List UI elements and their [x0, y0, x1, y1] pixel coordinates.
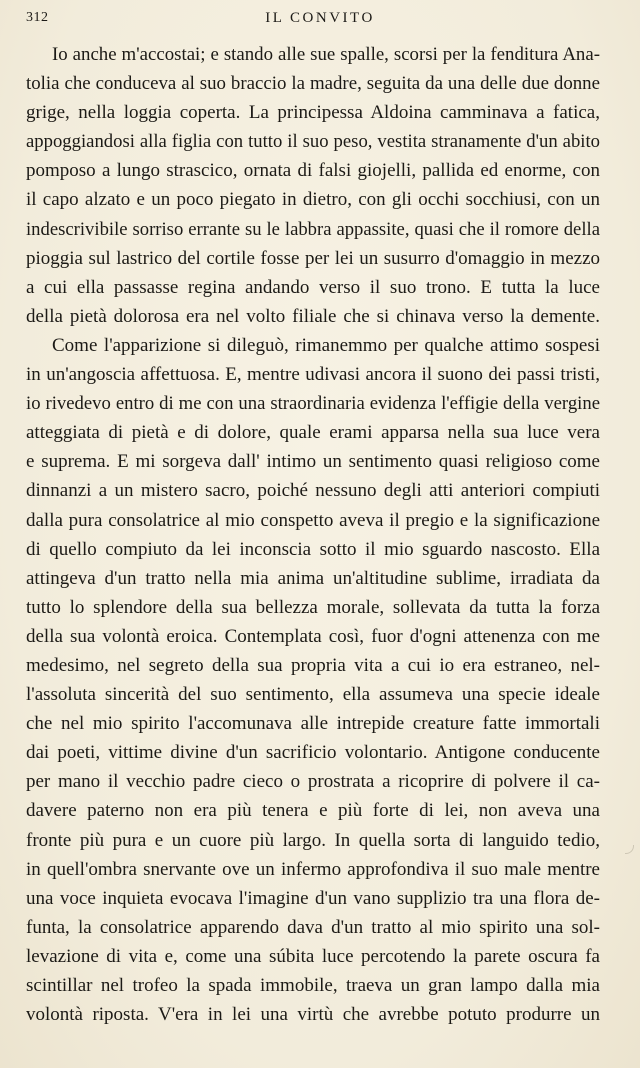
text-line: dinnanzi a un mistero sacro, poiché nessuno degli atti anteriori compiuti [26, 480, 600, 502]
text-line: funta, la consolatrice apparendo dava d'un tratto al mio spirito una sol- [26, 916, 600, 938]
running-head [26, 10, 614, 32]
text-line: per mano il vecchio padre cieco o prostrata a ricoprire di polvere il ca- [26, 771, 600, 793]
running-title: IL CONVITO [265, 10, 375, 26]
text-line: indescrivibile sorriso errante su le labbra appassite, quasi che il romore della [26, 218, 600, 240]
text-line: di quello compiuto da lei inconscia sotto il mio sguardo nascosto. Ella [26, 538, 600, 560]
text-line: atteggiata di pietà e di dolore, quale erami apparsa nella sua luce vera [26, 422, 600, 444]
text-line: a cui ella passasse regina andando verso il suo trono. E tutta la luce [26, 276, 600, 298]
text-line: il capo alzato e un poco piegato in dietro, con gli occhi socchiusi, con un [26, 189, 600, 211]
paragraph [26, 40, 600, 331]
body-text [26, 40, 600, 1029]
text-line: pioggia sul lastrico del cortile fosse per lei un susurro d'omaggio in mezzo [26, 247, 600, 269]
text-line: appoggiandosi alla figlia con tutto il suo peso, vestita stranamente d'un abito [26, 131, 600, 153]
text-line: Io anche m'accostai; e stando alle sue spalle, scorsi per la fenditura Ana- [52, 44, 600, 65]
text-line: in quell'ombra snervante ove un infermo approfondiva il suo male mentre [26, 858, 600, 880]
paragraph [26, 331, 600, 1029]
text-line: medesimo, nel segreto della sua propria vita a cui io era estraneo, nel- [26, 654, 600, 676]
text-line: che nel mio spirito l'accomunava alle intrepide creature fatte immortali [26, 713, 600, 735]
text-line: Come l'apparizione si dileguò, rimanemmo per qualche attimo sospesi [52, 334, 600, 356]
text-line: attingeva d'un tratto nella mia anima un'altitudine sublime, irradiata da [26, 567, 600, 589]
page-number: 312 [26, 10, 49, 25]
text-line: grige, nella loggia coperta. La principessa Aldoina camminava a fatica, [26, 102, 600, 124]
text-line: dalla pura consolatrice al mio conspetto aveva il pregio e la significazione [26, 509, 600, 531]
text-line: tolia che conduceva al suo braccio la madre, seguita da una delle due donne [26, 73, 600, 95]
margin-mark [625, 845, 634, 854]
text-line: scintillar nel trofeo la spada immobile, traeva un gran lampo dalla mia [26, 975, 600, 996]
text-line: della pietà dolorosa era nel volto filiale che si chinava verso la demente. [26, 305, 600, 327]
text-line: fronte più pura e un cuore più largo. In quella sorta di languido tedio, [26, 829, 600, 851]
text-line: dai poeti, vittime divine d'un sacrificio volontario. Antigone conducente [26, 742, 600, 764]
text-line: in un'angoscia affettuosa. E, mentre udivasi ancora il suono dei passi tristi, [26, 364, 600, 386]
text-line: levazione di vita e, come una súbita luce percotendo la parete oscura fa [26, 945, 600, 967]
text-line: volontà riposta. V'era in lei una virtù che avrebbe potuto produrre un [26, 1004, 600, 1026]
text-line: della sua volontà eroica. Contemplata così, fuor d'ogni attenenza con me [26, 625, 600, 647]
text-line: pomposo a lungo strascico, ornata di falsi giojelli, pallida ed enorme, con [26, 160, 600, 182]
text-line: e suprema. E mi sorgeva dall' intimo un sentimento quasi religioso come [26, 451, 600, 473]
text-line: tutto lo splendore della sua bellezza morale, sollevata da tutta la forza [26, 596, 600, 618]
text-line: davere paterno non era più tenera e più forte di lei, non aveva una [26, 800, 600, 822]
text-line: una voce inquieta evocava l'imagine d'un vano supplizio tra una flora de- [26, 887, 600, 909]
text-line: l'assoluta sincerità del suo sentimento, ella assumeva una specie ideale [26, 684, 600, 706]
text-line: io rivedevo entro di me con una straordinaria evidenza l'effigie della vergine [26, 393, 600, 415]
